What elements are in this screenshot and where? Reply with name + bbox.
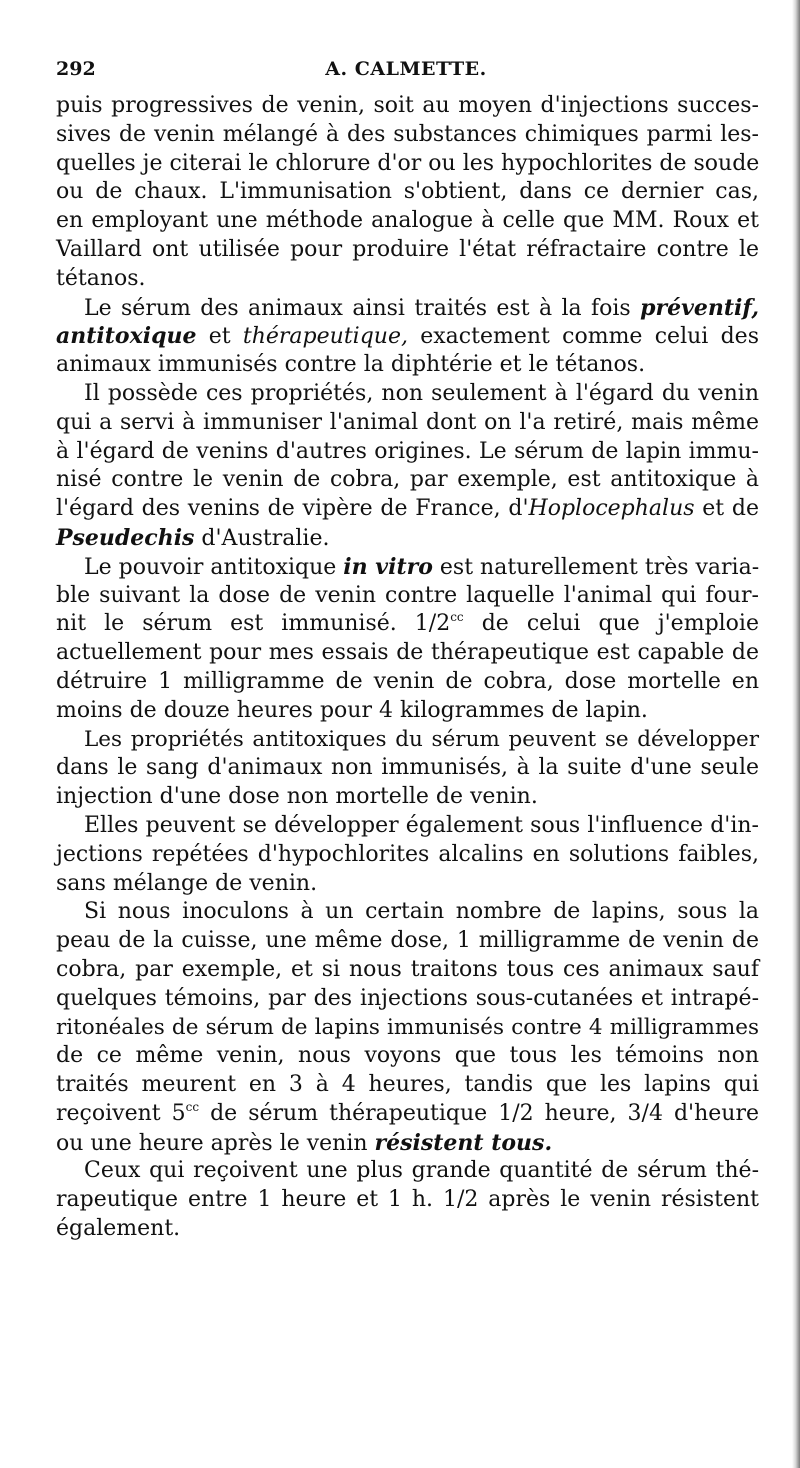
text-segment: ou de chaux. L'immunisation s'obtient, dans ce dernier cas, (56, 179, 759, 205)
text-segment: et de (694, 496, 760, 522)
text-segment: thérapeutique, (242, 324, 408, 350)
text-segment: nisé contre le venin de cobra, par exemple, est antitoxique à (56, 467, 759, 493)
text-segment: Ceux qui reçoivent une plus grande quantité de sérum thé- (84, 1158, 759, 1184)
text-line (56, 92, 759, 121)
text-line (56, 294, 759, 323)
text-segment: traités meurent en 3 à 4 heures, tandis que les lapins qui (56, 1072, 759, 1098)
text-segment: jections repétées d'hypochlorites alcalins en solutions faibles, (56, 841, 759, 867)
text-segment: Les propriétés antitoxiques du sérum peuvent se développer (84, 726, 759, 752)
text-segment: nit le sérum est immunisé. 1/2 (56, 611, 451, 637)
text-segment: reçoivent 5 (56, 1100, 186, 1126)
text-line (56, 150, 759, 179)
text-segment: ou une heure après le venin (56, 1130, 375, 1156)
text-line (56, 610, 759, 639)
text-segment: actuellement pour mes essais de thérapeutique est capable de (56, 640, 759, 666)
text-line (56, 380, 759, 409)
text-line (56, 178, 759, 207)
text-segment: Il possède ces propriétés, non seulement à l'égard du venin (84, 380, 759, 406)
text-line (56, 812, 759, 841)
text-line (56, 466, 759, 495)
text-line (56, 121, 759, 150)
text-line (56, 265, 759, 294)
text-segment: préventif, (640, 294, 759, 321)
text-segment: Hoplocephalus (528, 496, 695, 522)
text-line (56, 1071, 759, 1100)
text-segment: injection d'une dose non mortelle de venin. (56, 784, 538, 810)
text-segment: moins de douze heures pour 4 kilogrammes de lapin. (56, 697, 648, 723)
text-segment: sives de venin mélangé à des substances chimiques parmi les- (56, 121, 759, 147)
text-segment: tétanos. (56, 265, 146, 291)
text-segment: rapeutique entre 1 heure et 1 h. 1/2 après le venin résistent (56, 1187, 759, 1213)
text-line (56, 1042, 759, 1071)
text-segment: résistent tous. (374, 1129, 553, 1156)
text-segment: Elles peuvent se développer également sous l'influence d'in- (84, 812, 759, 838)
text-line (56, 841, 759, 870)
text-segment: ritonéales de sérum de lapins immunisés contre 4 milligrammes (56, 1014, 759, 1040)
text-line (56, 668, 759, 697)
text-segment: l'égard des venins de vipère de France, d' (56, 496, 529, 522)
running-head: A. CALMETTE. (325, 58, 487, 80)
text-segment: Le sérum des animaux ainsi traités est à la fois (84, 295, 641, 321)
text-segment: cobra, par exemple, et si nous traitons tous ces animaux sauf (56, 956, 759, 982)
superscript-unit: cc (450, 610, 464, 625)
text-line (56, 1129, 759, 1158)
text-segment: antitoxique (56, 323, 197, 350)
text-line (56, 409, 759, 438)
text-line (56, 1014, 759, 1043)
text-segment: puis progressives de venin, soit au moyen d'injections succes- (56, 93, 759, 118)
text-line (56, 438, 759, 467)
text-line (56, 1100, 759, 1129)
text-line (56, 1186, 759, 1215)
text-segment: de celui que j'emploie (463, 611, 759, 637)
text-line (56, 1215, 759, 1244)
text-segment: Le pouvoir antitoxique (84, 554, 344, 580)
text-segment: Pseudechis (56, 524, 195, 551)
text-segment: qui a servi à immuniser l'animal dont on l'a retiré, mais même (56, 409, 759, 435)
text-line (56, 582, 759, 611)
text-line (56, 524, 759, 553)
text-line (56, 898, 759, 927)
text-line (56, 1157, 759, 1186)
text-segment: de ce même venin, nous voyons que tous les témoins non (56, 1043, 759, 1069)
text-line (56, 322, 759, 351)
text-line (56, 495, 759, 524)
text-segment: Vaillard ont utilisée pour produire l'état réfractaire contre le (56, 236, 759, 262)
text-segment: peau de la cuisse, une même dose, 1 milligramme de venin de (56, 928, 759, 954)
text-line (56, 553, 759, 582)
body-text (56, 92, 759, 1244)
text-line (56, 697, 759, 726)
superscript-unit: cc (185, 1099, 200, 1114)
text-segment: sans mélange de venin. (56, 870, 318, 896)
page-number: 292 (56, 58, 96, 80)
text-line (56, 639, 759, 668)
text-segment: Si nous inoculons à un certain nombre de lapins, sous la (84, 899, 759, 925)
text-line (56, 351, 759, 380)
text-segment: quelques témoins, par des injections sous-cutanées et intrapé- (56, 985, 759, 1011)
text-segment: exactement comme celui des (407, 324, 759, 350)
text-segment: quelles je citerai le chlorure d'or ou les hypochlorites de soude (56, 150, 760, 176)
text-segment: in vitro (343, 553, 433, 580)
page-edge-shadow (792, 0, 800, 1468)
text-segment: en employant une méthode analogue à celle que MM. Roux et (56, 208, 759, 234)
text-segment: d'Australie. (194, 525, 330, 551)
text-segment: de sérum thérapeutique 1/2 heure, 3/4 d'heure (199, 1100, 759, 1126)
text-line (56, 985, 759, 1014)
text-line (56, 236, 759, 265)
text-segment: est naturellement très varia- (432, 554, 760, 580)
text-line (56, 754, 759, 783)
text-segment: animaux immunisés contre la diphtérie et le tétanos. (56, 352, 646, 378)
text-line (56, 726, 759, 755)
text-line (56, 783, 759, 812)
text-line (56, 927, 759, 956)
text-segment: à l'égard de venins d'autres origines. Le sérum de lapin immu- (56, 438, 759, 464)
page-header (56, 58, 756, 86)
text-segment: ble suivant la dose de venin contre laquelle l'animal qui four- (56, 582, 759, 608)
text-segment: détruire 1 milligramme de venin de cobra, dose mortelle en (56, 668, 759, 694)
text-line (56, 956, 759, 985)
text-line (56, 870, 759, 899)
text-segment: dans le sang d'animaux non immunisés, à la suite d'une seule (56, 755, 759, 781)
text-segment: également. (56, 1216, 181, 1242)
text-line (56, 207, 759, 236)
text-segment: et (196, 324, 243, 350)
